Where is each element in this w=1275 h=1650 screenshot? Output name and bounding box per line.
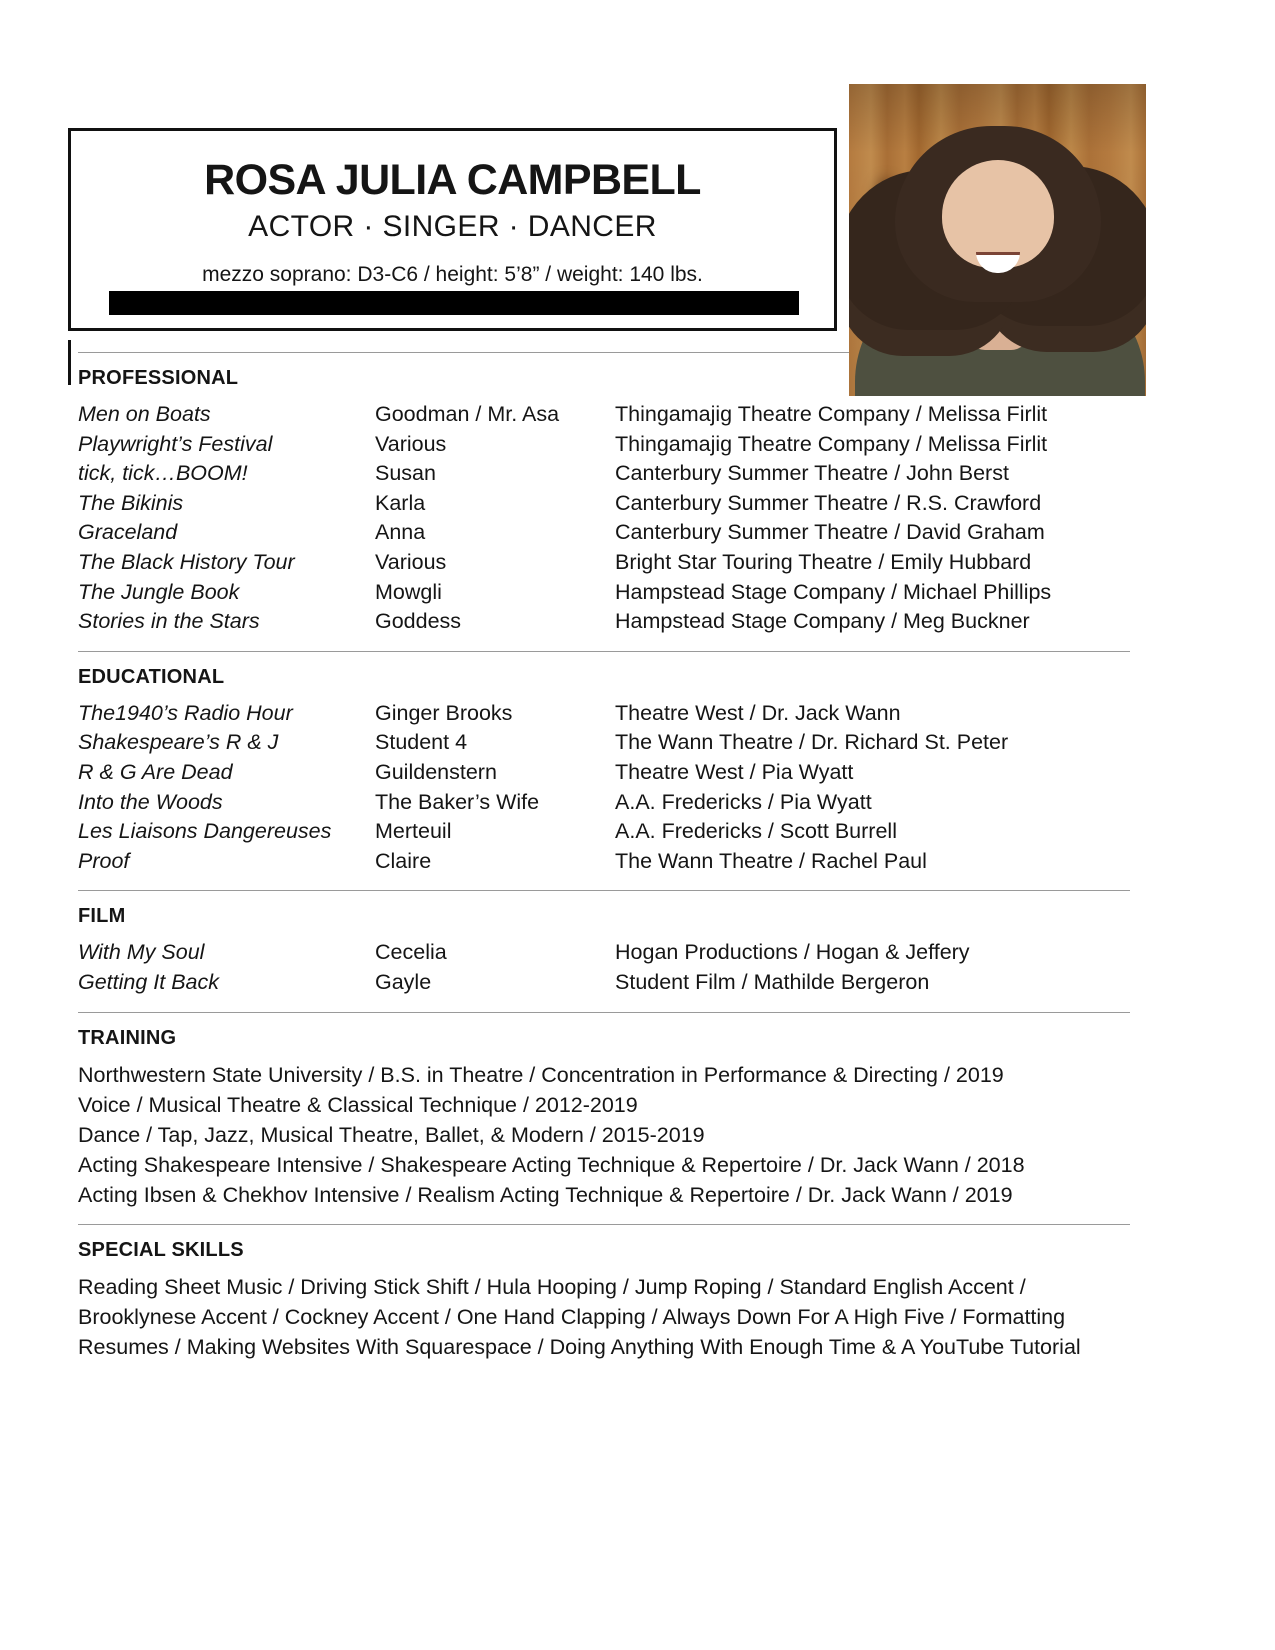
credit-row: [78, 817, 1130, 847]
credit-production-title: tick, tick…BOOM!: [78, 461, 248, 486]
credit-company-director: Hogan Productions / Hogan & Jeffery: [615, 940, 970, 965]
credit-production-title: With My Soul: [78, 940, 205, 965]
training-line: Northwestern State University / B.S. in Theatre / Concentration in Performance & Directing / 2019: [78, 1062, 1004, 1087]
credit-company-director: The Wann Theatre / Dr. Richard St. Peter: [615, 730, 1009, 755]
credit-role: Mowgli: [375, 579, 442, 604]
credit-production-title: The Jungle Book: [78, 579, 240, 604]
credit-company-director: The Wann Theatre / Rachel Paul: [615, 848, 927, 873]
credit-company-director: Bright Star Touring Theatre / Emily Hubbard: [615, 549, 1032, 574]
credit-company-director: Hampstead Stage Company / Michael Phillips: [615, 579, 1052, 604]
special-skills-line: Reading Sheet Music / Driving Stick Shift / Hula Hooping / Jump Roping / Standard English Accent /: [78, 1274, 1026, 1299]
performer-disciplines: ACTOR · SINGER · DANCER: [248, 210, 657, 243]
credit-company-director: Canterbury Summer Theatre / John Berst: [615, 461, 1009, 486]
credit-production-title: Getting It Back: [78, 969, 220, 994]
credit-company-director: A.A. Fredericks / Pia Wyatt: [615, 789, 872, 814]
credit-row: [78, 459, 1130, 489]
section-heading-film: FILM: [78, 905, 126, 928]
credit-production-title: Stories in the Stars: [78, 609, 260, 634]
credit-company-director: Theatre West / Dr. Jack Wann: [615, 700, 901, 725]
credit-production-title: The Bikinis: [78, 490, 184, 515]
credit-production-title: R & G Are Dead: [78, 759, 233, 784]
header-box: [68, 128, 837, 331]
credit-row: [78, 938, 1130, 968]
credit-row: [78, 699, 1130, 729]
credit-company-director: Student Film / Mathilde Bergeron: [615, 969, 930, 994]
credit-row: [78, 728, 1130, 758]
credit-row: [78, 548, 1130, 578]
credit-role: Claire: [375, 848, 432, 873]
credit-row: [78, 430, 1130, 460]
credit-production-title: Playwright’s Festival: [78, 431, 273, 456]
credit-role: Goodman / Mr. Asa: [375, 402, 560, 426]
photo-curly-hair: [895, 126, 1101, 302]
credit-role: Cecelia: [375, 940, 447, 965]
section-spacer: [78, 637, 1130, 651]
credit-production-title: Graceland: [78, 520, 178, 545]
credit-role: The Baker’s Wife: [375, 789, 540, 814]
credit-row: [78, 607, 1130, 637]
credit-company-director: Thingamajig Theatre Company / Melissa Firlit: [615, 431, 1048, 456]
credit-row: [78, 968, 1130, 998]
credit-role: Ginger Brooks: [375, 700, 513, 725]
section-heading-professional: PROFESSIONAL: [78, 367, 239, 389]
credit-role: Susan: [375, 461, 436, 486]
credit-row: [78, 518, 1130, 548]
credit-row: [78, 400, 1130, 430]
section-heading-special-skills: SPECIAL SKILLS: [78, 1238, 244, 1261]
training-line: Dance / Tap, Jazz, Musical Theatre, Ballet, & Modern / 2015-2019: [78, 1122, 705, 1147]
performer-name: ROSA JULIA CAMPBELL: [204, 156, 701, 204]
training-line: Acting Shakespeare Intensive / Shakespeare Acting Technique & Repertoire / Dr. Jack Wann / 2018: [78, 1152, 1025, 1177]
training-line: Acting Ibsen & Chekhov Intensive / Realism Acting Technique & Repertoire / Dr. Jack Wann / 2019: [78, 1182, 1013, 1207]
credit-row: [78, 578, 1130, 608]
credit-production-title: Proof: [78, 848, 130, 873]
performer-vitals: mezzo soprano: D3-C6 / height: 5’8” / weight: 140 lbs.: [202, 263, 703, 286]
credit-role: Gayle: [375, 969, 432, 994]
credit-production-title: Les Liaisons Dangereuses: [78, 819, 332, 844]
credit-production-title: Men on Boats: [78, 402, 211, 426]
credit-row: [78, 847, 1130, 877]
credit-company-director: Hampstead Stage Company / Meg Buckner: [615, 609, 1030, 634]
section-divider-special-skills: [78, 1224, 1130, 1225]
section-spacer: [78, 876, 1130, 890]
header-left-rule: [68, 340, 71, 385]
section-divider-educational: [78, 651, 1130, 652]
contact-info-redaction-bar: [109, 291, 799, 315]
credit-company-director: Canterbury Summer Theatre / R.S. Crawford: [615, 490, 1042, 515]
credit-row: [78, 489, 1130, 519]
credit-production-title: Shakespeare’s R & J: [78, 730, 279, 755]
credit-role: Guildenstern: [375, 759, 497, 784]
section-spacer: [78, 1210, 1130, 1224]
credit-role: Various: [375, 431, 447, 456]
section-divider-film: [78, 890, 1130, 891]
credit-production-title: The1940’s Radio Hour: [78, 700, 293, 725]
section-divider-training: [78, 1012, 1130, 1013]
section-spacer: [78, 998, 1130, 1012]
headshot-photo: [849, 84, 1146, 396]
special-skills-line: Brooklynese Accent / Cockney Accent / One Hand Clapping / Always Down For A High Five / Formatting: [78, 1304, 1066, 1329]
credit-company-director: Canterbury Summer Theatre / David Graham: [615, 520, 1045, 545]
credit-role: Merteuil: [375, 819, 452, 844]
special-skills-line: Resumes / Making Websites With Squarespace / Doing Anything With Enough Time & A YouTube Tutorial: [78, 1334, 1081, 1359]
section-heading-educational: EDUCATIONAL: [78, 665, 225, 688]
credit-row: [78, 758, 1130, 788]
credit-company-director: Thingamajig Theatre Company / Melissa Firlit: [615, 402, 1048, 426]
resume-body: [78, 352, 1130, 1376]
credit-production-title: Into the Woods: [78, 789, 223, 814]
credit-role: Various: [375, 549, 447, 574]
credit-role: Anna: [375, 520, 426, 545]
credit-row: [78, 788, 1130, 818]
section-heading-training: TRAINING: [78, 1026, 177, 1049]
credit-company-director: Theatre West / Pia Wyatt: [615, 759, 854, 784]
credit-company-director: A.A. Fredericks / Scott Burrell: [615, 819, 897, 844]
credit-production-title: The Black History Tour: [78, 549, 295, 574]
credit-role: Student 4: [375, 730, 468, 755]
credit-role: Karla: [375, 490, 426, 515]
section-spacer: [78, 1362, 1130, 1376]
credit-role: Goddess: [375, 609, 462, 634]
training-line: Voice / Musical Theatre & Classical Technique / 2012-2019: [78, 1092, 638, 1117]
